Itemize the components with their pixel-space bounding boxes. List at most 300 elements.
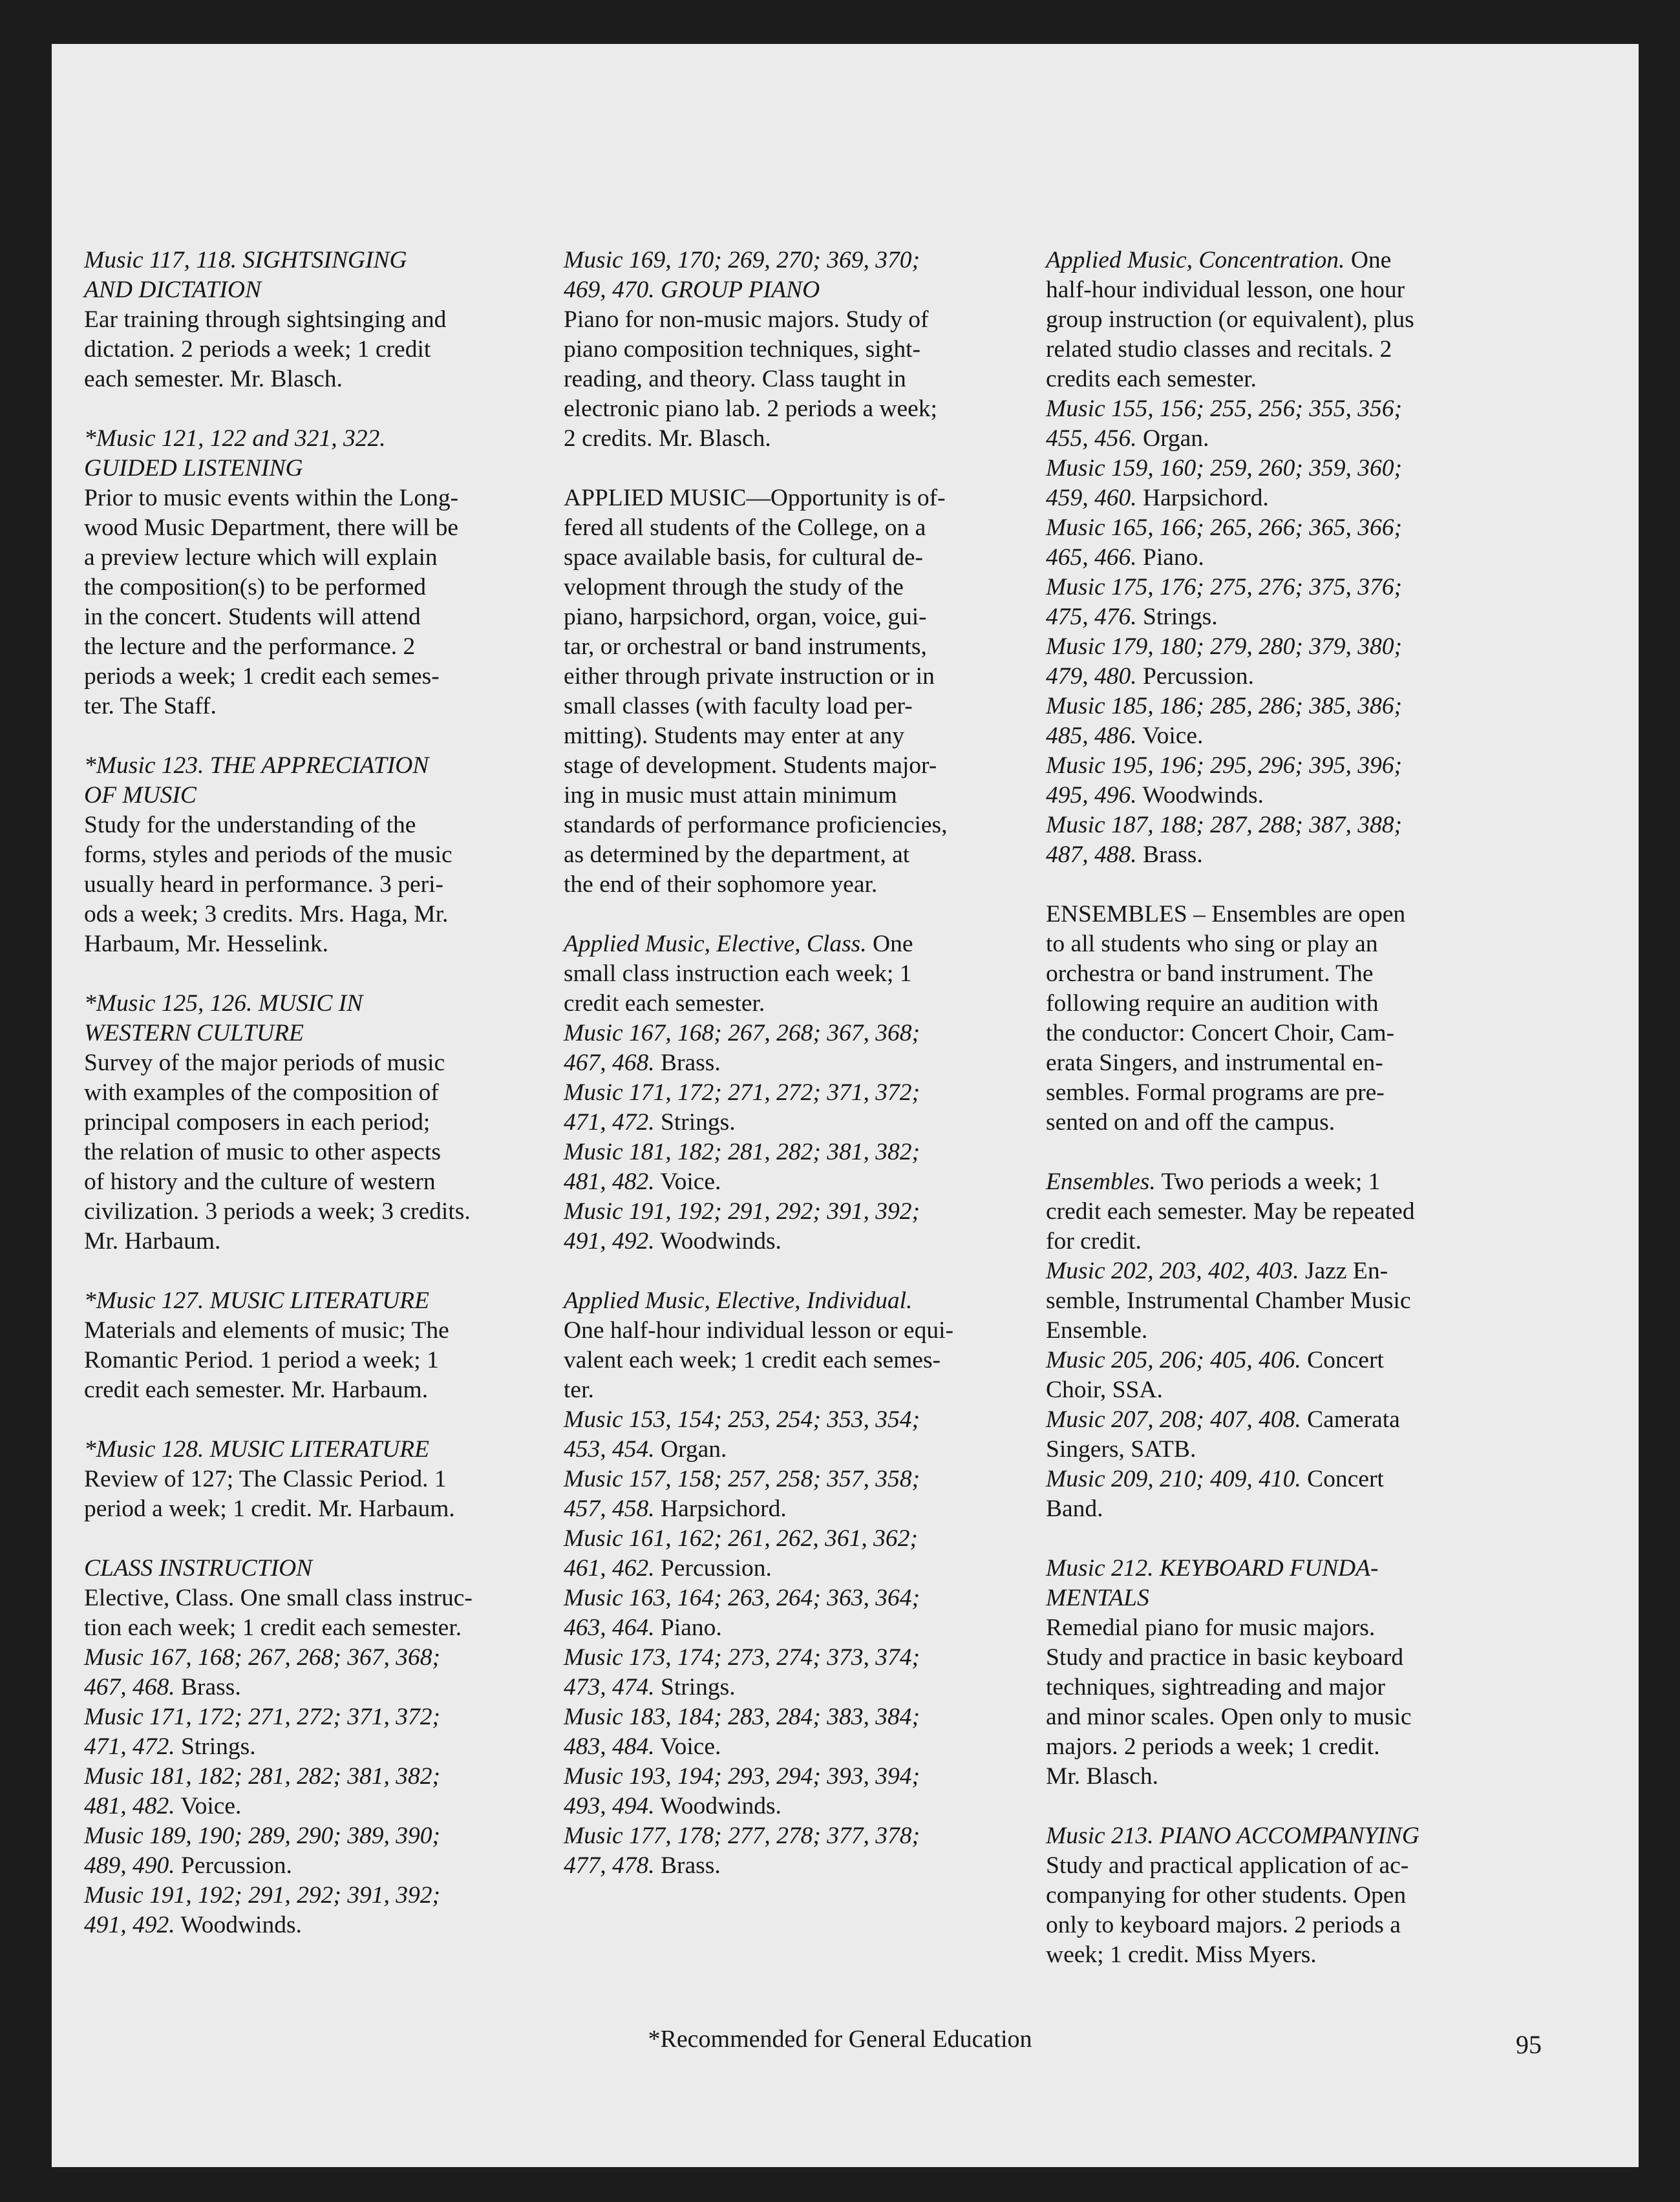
text-run: 2 credits. Mr. Blasch. — [564, 425, 771, 452]
italic-run: Music 157, 158; 257, 258; 357, 358; — [564, 1466, 920, 1492]
course-entry — [1046, 1554, 1473, 1792]
text-run: Percussion. — [175, 1852, 292, 1879]
text-run: the lecture and the performance. 2 — [84, 633, 416, 660]
italic-run: Music 155, 156; 255, 256; 355, 356; — [1046, 396, 1402, 422]
text-run: Mr. Blasch. — [1046, 1763, 1158, 1790]
column-right — [1046, 246, 1473, 2000]
text-run: Concert — [1301, 1466, 1384, 1492]
italic-run: Music 167, 168; 267, 268; 367, 368; — [84, 1644, 440, 1671]
italic-run: Music 193, 194; 293, 294; 393, 394; — [564, 1763, 920, 1790]
italic-run: Applied Music, Elective, Individual. — [564, 1287, 913, 1314]
text-run: the end of their sophomore year. — [564, 871, 878, 898]
text-line — [564, 543, 1003, 573]
italic-run: 489, 490. — [84, 1852, 175, 1879]
text-line — [84, 1762, 524, 1792]
italic-run: Music 175, 176; 275, 276; 375, 376; — [1046, 574, 1402, 600]
italic-run: Applied Music, Elective, Class. — [564, 931, 867, 957]
italic-run: Ensembles. — [1046, 1169, 1156, 1195]
text-line — [84, 1732, 524, 1762]
text-line — [564, 1494, 1003, 1524]
text-run: to all students who sing or play an — [1046, 931, 1378, 957]
italic-run: Applied Music, Concentration. — [1046, 247, 1345, 273]
italic-run: AND DICTATION — [84, 277, 261, 303]
text-run: Brass. — [654, 1852, 721, 1879]
italic-run: 485, 486. — [1046, 723, 1137, 749]
text-run: semble, Instrumental Chamber Music — [1046, 1287, 1411, 1314]
course-entry — [564, 929, 1003, 1256]
text-line — [84, 929, 524, 959]
italic-run: 471, 472. — [84, 1733, 175, 1760]
text-run: credit each semester. — [564, 990, 765, 1017]
italic-run: Music 189, 190; 289, 290; 389, 390; — [84, 1823, 440, 1849]
text-run: week; 1 credit. Miss Myers. — [1046, 1942, 1317, 1968]
text-run: sembles. Formal programs are pre- — [1046, 1079, 1385, 1106]
text-run: One — [1345, 247, 1392, 273]
text-run: Mr. Harbaum. — [84, 1228, 221, 1255]
text-line — [84, 602, 524, 632]
text-run: Remedial piano for music majors. — [1046, 1614, 1376, 1641]
text-line — [564, 810, 1003, 840]
text-run: Piano. — [1136, 544, 1204, 571]
text-run: Two periods a week; 1 — [1155, 1169, 1381, 1195]
italic-run: 491, 492. — [564, 1228, 655, 1255]
text-line — [564, 1286, 1003, 1316]
text-line — [84, 1643, 524, 1673]
text-run: principal composers in each period; — [84, 1109, 431, 1136]
italic-run: Music 179, 180; 279, 280; 379, 380; — [1046, 633, 1402, 660]
italic-run: Music 205, 206; 405, 406. — [1046, 1347, 1301, 1373]
italic-run: Music 159, 160; 259, 260; 359, 360; — [1046, 455, 1402, 482]
italic-run: *Music 125, 126. MUSIC IN — [84, 990, 363, 1017]
text-line — [564, 1138, 1003, 1167]
text-line — [1046, 1732, 1473, 1762]
text-run: Percussion. — [654, 1555, 772, 1582]
text-run: as determined by the department, at — [564, 842, 910, 868]
text-line — [84, 1346, 524, 1375]
text-run: stage of development. Students major- — [564, 752, 937, 779]
text-line — [84, 1108, 524, 1138]
text-run: Strings. — [175, 1733, 256, 1760]
text-line — [84, 1197, 524, 1227]
text-line — [1046, 1048, 1473, 1078]
text-run: only to keyboard majors. 2 periods a — [1046, 1912, 1401, 1938]
text-run: Ear training through sightsinging and — [84, 306, 447, 333]
text-line — [1046, 1375, 1473, 1405]
text-run: ter. The Staff. — [84, 693, 217, 719]
text-line — [564, 1227, 1003, 1256]
text-line — [564, 1702, 1003, 1732]
text-run: Materials and elements of music; The — [84, 1317, 449, 1344]
text-line — [564, 483, 1003, 513]
text-line — [564, 1673, 1003, 1702]
text-run: and minor scales. Open only to music — [1046, 1704, 1412, 1730]
text-line — [1046, 662, 1473, 692]
text-line — [564, 721, 1003, 751]
text-run: majors. 2 periods a week; 1 credit. — [1046, 1733, 1380, 1760]
text-line — [84, 810, 524, 840]
text-run: Prior to music events within the Long- — [84, 485, 459, 511]
course-entry — [84, 424, 524, 721]
text-run: Percussion. — [1136, 663, 1254, 690]
text-run: Ensemble. — [1046, 1317, 1148, 1344]
text-line — [1046, 1851, 1473, 1881]
text-run: ENSEMBLES – Ensembles are open — [1046, 901, 1406, 927]
italic-run: Music 191, 192; 291, 292; 391, 392; — [84, 1882, 440, 1909]
italic-run: 495, 496. — [1046, 782, 1137, 809]
italic-run: *Music 121, 122 and 321, 322. — [84, 425, 386, 452]
text-line — [84, 1167, 524, 1197]
text-run: Organ. — [654, 1436, 727, 1463]
text-line — [84, 335, 524, 365]
text-run: Brass. — [1136, 842, 1203, 868]
text-run: half-hour individual lesson, one hour — [1046, 277, 1405, 303]
text-run: Strings. — [654, 1109, 736, 1136]
text-line — [564, 246, 1003, 275]
italic-run: 453, 454. — [564, 1436, 655, 1463]
text-run: the conductor: Concert Choir, Cam- — [1046, 1020, 1394, 1046]
italic-run: 467, 468. — [564, 1050, 655, 1076]
italic-run: Music 191, 192; 291, 292; 391, 392; — [564, 1198, 920, 1225]
text-line — [1046, 989, 1473, 1019]
text-line — [84, 573, 524, 602]
course-entry — [84, 751, 524, 959]
text-line — [1046, 1494, 1473, 1524]
text-line — [84, 1583, 524, 1613]
italic-run: Music 177, 178; 277, 278; 377, 378; — [564, 1823, 920, 1849]
text-line — [1046, 275, 1473, 305]
text-line — [564, 692, 1003, 721]
text-line — [1046, 959, 1473, 989]
italic-run: Music 212. KEYBOARD FUNDA- — [1046, 1555, 1379, 1582]
text-line — [84, 454, 524, 483]
text-run: the composition(s) to be performed — [84, 574, 427, 600]
text-run: periods a week; 1 credit each semes- — [84, 663, 440, 690]
text-line — [84, 1851, 524, 1881]
text-line — [564, 1167, 1003, 1197]
text-run: sented on and off the campus. — [1046, 1109, 1335, 1136]
italic-run: Music 187, 188; 287, 288; 387, 388; — [1046, 812, 1402, 838]
text-run: forms, styles and periods of the music — [84, 842, 452, 868]
italic-run: 473, 474. — [564, 1674, 655, 1700]
text-line — [1046, 1435, 1473, 1465]
text-run: Harbaum, Mr. Hesselink. — [84, 931, 329, 957]
text-line — [564, 424, 1003, 454]
text-line — [564, 662, 1003, 692]
text-line — [564, 1197, 1003, 1227]
text-line — [564, 275, 1003, 305]
text-line — [84, 275, 524, 305]
italic-run: 479, 480. — [1046, 663, 1137, 690]
text-line — [84, 1375, 524, 1405]
italic-run: Music 117, 118. SIGHTSINGING — [84, 247, 407, 273]
text-line — [84, 1286, 524, 1316]
text-run: Voice. — [654, 1169, 721, 1195]
footnote: *Recommended for General Education — [648, 2026, 1032, 2053]
italic-run: 481, 482. — [564, 1169, 655, 1195]
text-line — [564, 305, 1003, 335]
text-line — [564, 335, 1003, 365]
italic-run: Music 183, 184; 283, 284; 383, 384; — [564, 1704, 920, 1730]
text-line — [84, 1138, 524, 1167]
italic-run: 483, 484. — [564, 1733, 655, 1760]
text-run: Study for the understanding of the — [84, 812, 416, 838]
text-run: One half-hour individual lesson or equi- — [564, 1317, 953, 1344]
text-line — [84, 662, 524, 692]
course-entry — [564, 1286, 1003, 1881]
text-run: Harpsichord. — [1136, 485, 1269, 511]
page-number: 95 — [1516, 2030, 1542, 2059]
text-run: Piano for non-music majors. Study of — [564, 306, 929, 333]
text-run: Elective, Class. One small class instruc- — [84, 1585, 473, 1611]
text-run: Strings. — [654, 1674, 736, 1700]
italic-run: 469, 470. GROUP PIANO — [564, 277, 820, 303]
text-run: Strings. — [1136, 604, 1218, 630]
course-entry — [84, 1435, 524, 1524]
text-run: civilization. 3 periods a week; 3 credits. — [84, 1198, 471, 1225]
text-line — [84, 781, 524, 810]
text-line — [84, 1465, 524, 1494]
text-run: reading, and theory. Class taught in — [564, 366, 906, 392]
text-run: a preview lecture which will explain — [84, 544, 438, 571]
text-line — [84, 1494, 524, 1524]
text-run: Woodwinds. — [654, 1228, 782, 1255]
text-run: ods a week; 3 credits. Mrs. Haga, Mr. — [84, 901, 449, 927]
italic-run: Music 209, 210; 409, 410. — [1046, 1466, 1301, 1492]
text-line — [84, 1881, 524, 1911]
text-line — [84, 632, 524, 662]
text-line — [564, 751, 1003, 781]
text-run: Voice. — [654, 1733, 721, 1760]
column-middle — [564, 246, 1003, 1911]
text-line — [84, 870, 524, 900]
text-run: Woodwinds. — [1136, 782, 1264, 809]
text-line — [1046, 810, 1473, 840]
text-line — [1046, 1256, 1473, 1286]
text-line — [564, 1792, 1003, 1821]
text-line — [84, 751, 524, 781]
text-line — [564, 929, 1003, 959]
italic-run: OF MUSIC — [84, 782, 197, 809]
text-line — [84, 1792, 524, 1821]
italic-run: 493, 494. — [564, 1793, 655, 1819]
text-line — [84, 692, 524, 721]
text-run: techniques, sightreading and major — [1046, 1674, 1385, 1700]
text-line — [564, 1435, 1003, 1465]
course-entry — [564, 483, 1003, 900]
text-line — [1046, 1821, 1473, 1851]
text-line — [84, 1078, 524, 1108]
text-line — [564, 1108, 1003, 1138]
text-run: either through private instruction or in — [564, 663, 935, 690]
text-line — [564, 1554, 1003, 1583]
text-line — [84, 1702, 524, 1732]
text-line — [1046, 1940, 1473, 1970]
text-line — [1046, 1346, 1473, 1375]
italic-run: Music 213. PIANO ACCOMPANYING — [1046, 1823, 1419, 1849]
text-line — [564, 1019, 1003, 1048]
text-run: space available basis, for cultural de- — [564, 544, 923, 571]
text-line — [1046, 721, 1473, 751]
text-line — [1046, 1911, 1473, 1940]
text-line — [84, 989, 524, 1019]
text-line — [84, 1316, 524, 1346]
text-line — [84, 1435, 524, 1465]
text-line — [84, 840, 524, 870]
text-line — [1046, 1078, 1473, 1108]
text-line — [1046, 1316, 1473, 1346]
text-line — [84, 365, 524, 394]
text-run: Piano. — [654, 1614, 722, 1641]
text-line — [1046, 751, 1473, 781]
italic-run: 477, 478. — [564, 1852, 655, 1879]
course-entry — [84, 989, 524, 1256]
italic-run: Music 195, 196; 295, 296; 395, 396; — [1046, 752, 1402, 779]
text-line — [84, 1613, 524, 1643]
text-run: Voice. — [1136, 723, 1204, 749]
italic-run: Music 202, 203, 402, 403. — [1046, 1258, 1299, 1284]
text-line — [1046, 632, 1473, 662]
text-line — [564, 1524, 1003, 1554]
text-run: Romantic Period. 1 period a week; 1 — [84, 1347, 439, 1373]
text-run: credit each semester. May be repeated — [1046, 1198, 1415, 1225]
italic-run: *Music 127. MUSIC LITERATURE — [84, 1287, 429, 1314]
italic-run: 465, 466. — [1046, 544, 1137, 571]
text-run: Concert — [1301, 1347, 1384, 1373]
text-run: Camerata — [1301, 1406, 1400, 1433]
text-run: Jazz En- — [1299, 1258, 1388, 1284]
text-line — [1046, 692, 1473, 721]
text-line — [564, 1048, 1003, 1078]
text-line — [1046, 394, 1473, 424]
text-run: Choir, SSA. — [1046, 1377, 1163, 1403]
course-entry — [84, 1554, 524, 1940]
text-run: erata Singers, and instrumental en- — [1046, 1050, 1383, 1076]
course-entry — [84, 246, 524, 394]
italic-run: Music 169, 170; 269, 270; 369, 370; — [564, 247, 920, 273]
italic-run: 463, 464. — [564, 1614, 655, 1641]
text-line — [1046, 1583, 1473, 1613]
text-line — [1046, 1227, 1473, 1256]
text-run: usually heard in performance. 3 peri- — [84, 871, 444, 898]
text-line — [564, 632, 1003, 662]
text-line — [564, 840, 1003, 870]
text-line — [1046, 900, 1473, 929]
text-line — [564, 1316, 1003, 1346]
text-line — [1046, 929, 1473, 959]
text-line — [1046, 1465, 1473, 1494]
text-line — [1046, 1108, 1473, 1138]
text-line — [564, 959, 1003, 989]
course-entry — [1046, 900, 1473, 1138]
text-run: Brass. — [175, 1674, 241, 1700]
text-run: period a week; 1 credit. Mr. Harbaum. — [84, 1496, 455, 1522]
italic-run: Music 171, 172; 271, 272; 371, 372; — [564, 1079, 920, 1106]
text-line — [564, 1465, 1003, 1494]
text-run: Woodwinds. — [175, 1912, 302, 1938]
text-line — [1046, 246, 1473, 275]
text-run: group instruction (or equivalent), plus — [1046, 306, 1414, 333]
text-line — [564, 1613, 1003, 1643]
text-line — [1046, 1673, 1473, 1702]
italic-run: GUIDED LISTENING — [84, 455, 303, 482]
text-run: in the concert. Students will attend — [84, 604, 421, 630]
text-line — [84, 424, 524, 454]
text-line — [564, 1732, 1003, 1762]
italic-run: Music 163, 164; 263, 264; 363, 364; — [564, 1585, 920, 1611]
text-line — [1046, 1405, 1473, 1435]
text-run: velopment through the study of the — [564, 574, 904, 600]
italic-run: Music 181, 182; 281, 282; 381, 382; — [564, 1139, 920, 1165]
text-line — [564, 1583, 1003, 1613]
text-run: standards of performance proficiencies, — [564, 812, 948, 838]
text-run: wood Music Department, there will be — [84, 514, 459, 541]
text-line — [84, 305, 524, 335]
text-line — [1046, 424, 1473, 454]
text-line — [564, 365, 1003, 394]
italic-run: 487, 488. — [1046, 842, 1137, 868]
text-run: Review of 127; The Classic Period. 1 — [84, 1466, 447, 1492]
italic-run: WESTERN CULTURE — [84, 1020, 304, 1046]
italic-run: CLASS INSTRUCTION — [84, 1555, 313, 1582]
text-line — [1046, 454, 1473, 483]
text-line — [84, 1821, 524, 1851]
text-line — [564, 1346, 1003, 1375]
text-run: dictation. 2 periods a week; 1 credit — [84, 336, 431, 363]
text-line — [1046, 1019, 1473, 1048]
italic-run: *Music 128. MUSIC LITERATURE — [84, 1436, 429, 1463]
text-line — [1046, 1762, 1473, 1792]
text-run: Brass. — [654, 1050, 721, 1076]
text-line — [1046, 1643, 1473, 1673]
text-run: related studio classes and recitals. 2 — [1046, 336, 1392, 363]
text-run: tar, or orchestral or band instruments, — [564, 633, 927, 660]
text-line — [564, 870, 1003, 900]
italic-run: Music 167, 168; 267, 268; 367, 368; — [564, 1020, 920, 1046]
text-line — [84, 1048, 524, 1078]
text-run: small classes (with faculty load per- — [564, 693, 913, 719]
italic-run: Music 173, 174; 273, 274; 373, 374; — [564, 1644, 920, 1671]
italic-run: 481, 482. — [84, 1793, 175, 1819]
text-line — [84, 1673, 524, 1702]
text-run: each semester. Mr. Blasch. — [84, 366, 343, 392]
text-line — [84, 483, 524, 513]
text-line — [84, 1227, 524, 1256]
italic-run: Music 161, 162; 261, 262, 361, 362; — [564, 1525, 918, 1552]
text-line — [564, 573, 1003, 602]
text-line — [1046, 602, 1473, 632]
text-line — [564, 1762, 1003, 1792]
italic-run: 491, 492. — [84, 1912, 175, 1938]
italic-run: Music 207, 208; 407, 408. — [1046, 1406, 1301, 1433]
text-run: Singers, SATB. — [1046, 1436, 1196, 1463]
text-run: with examples of the composition of — [84, 1079, 439, 1106]
course-entry — [564, 246, 1003, 454]
course-entry — [1046, 246, 1473, 870]
text-run: Harpsichord. — [654, 1496, 787, 1522]
italic-run: Music 171, 172; 271, 272; 371, 372; — [84, 1704, 440, 1730]
text-line — [1046, 1554, 1473, 1583]
text-line — [1046, 1702, 1473, 1732]
text-run: companying for other students. Open — [1046, 1882, 1407, 1909]
text-line — [1046, 1286, 1473, 1316]
text-line — [564, 1375, 1003, 1405]
text-run: electronic piano lab. 2 periods a week; — [564, 396, 937, 422]
text-line — [1046, 1881, 1473, 1911]
text-run: Voice. — [175, 1793, 242, 1819]
text-line — [1046, 840, 1473, 870]
text-line — [84, 900, 524, 929]
text-run: Survey of the major periods of music — [84, 1050, 445, 1076]
